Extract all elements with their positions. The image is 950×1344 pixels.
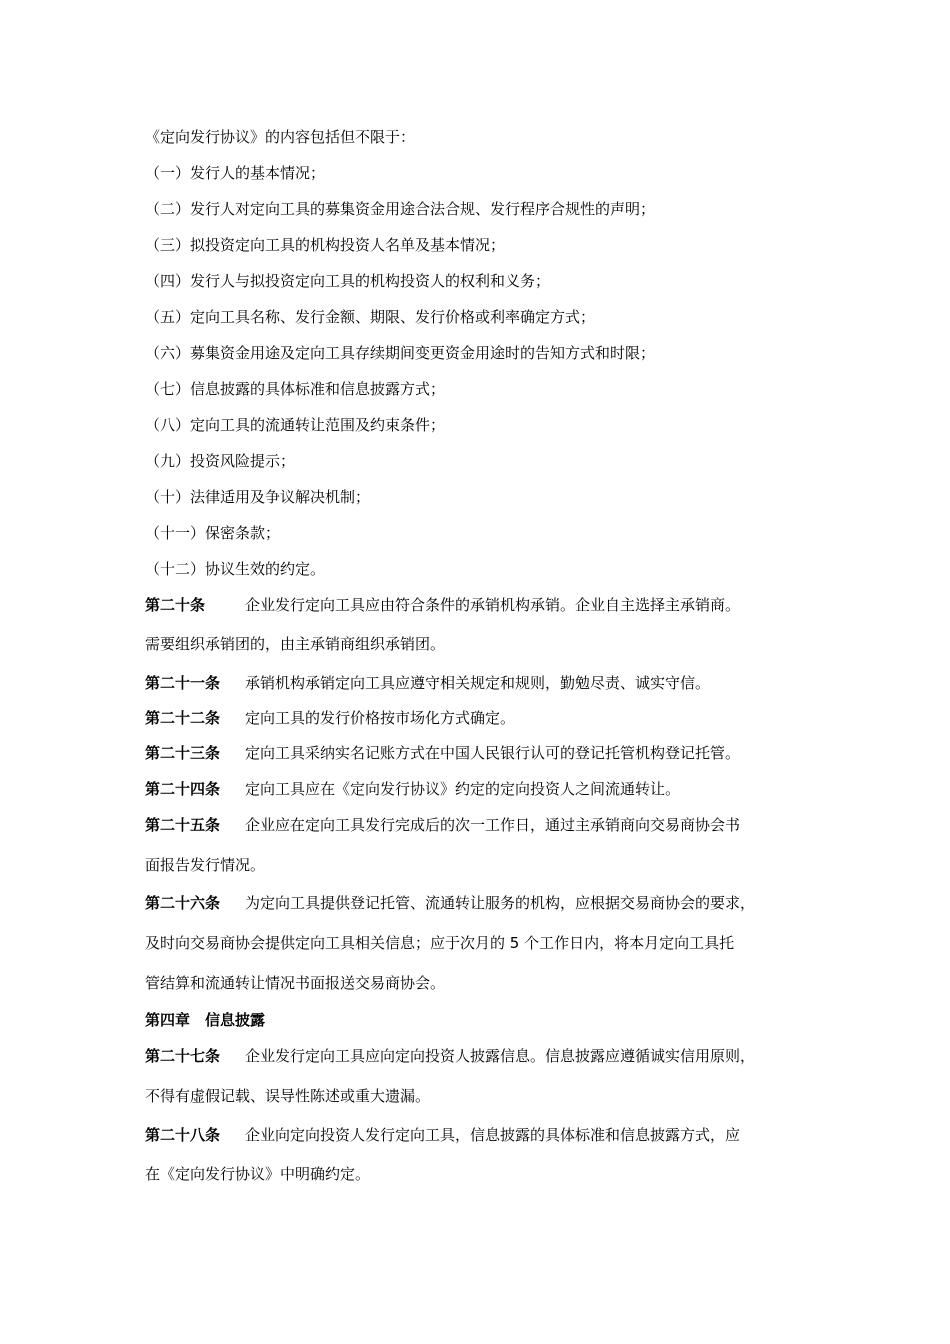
article-number: 第二十七条 <box>145 1047 221 1065</box>
list-item: （七）信息披露的具体标准和信息披露方式； <box>145 380 446 398</box>
article-text-continued: 在《定向发行协议》中明确约定。 <box>145 1165 371 1183</box>
list-item: （十）法律适用及争议解决机制； <box>145 488 371 506</box>
article-26 <box>145 893 755 913</box>
article-text-continued: 需要组织承销团的，由主承销商组织承销团。 <box>145 635 446 653</box>
list-item: （二）发行人对定向工具的募集资金用途合法合规、发行程序合规性的声明； <box>145 200 656 218</box>
article-25 <box>145 815 740 835</box>
list-intro: 《定向发行协议》的内容包括但不限于： <box>145 128 416 146</box>
article-23 <box>145 743 740 763</box>
article-27 <box>145 1046 755 1066</box>
article-number: 第二十五条 <box>145 816 221 834</box>
article-number: 第二十三条 <box>145 744 221 762</box>
article-number: 第二十六条 <box>145 894 221 912</box>
article-text: 定向工具应在《定向发行协议》约定的定向投资人之间流通转让。 <box>245 780 681 798</box>
list-item: （九）投资风险提示； <box>145 452 296 470</box>
article-text: 定向工具采纳实名记账方式在中国人民银行认可的登记托管机构登记托管。 <box>245 744 741 762</box>
article-text: 企业应在定向工具发行完成后的次一工作日，通过主承销商向交易商协会书 <box>245 816 741 834</box>
article-number: 第二十八条 <box>145 1126 221 1144</box>
list-item: （四）发行人与拟投资定向工具的机构投资人的权利和义务； <box>145 272 551 290</box>
article-22 <box>145 708 515 728</box>
article-21 <box>145 673 710 693</box>
article-24 <box>145 779 680 799</box>
article-text: 为定向工具提供登记托管、流通转让服务的机构，应根据交易商协会的要求， <box>245 894 756 912</box>
list-item: （六）募集资金用途及定向工具存续期间变更资金用途时的告知方式和时限； <box>145 344 656 362</box>
article-text: 企业向定向投资人发行定向工具，信息披露的具体标准和信息披露方式，应 <box>245 1126 741 1144</box>
article-number: 第二十条 <box>145 596 206 614</box>
article-text: 定向工具的发行价格按市场化方式确定。 <box>245 709 516 727</box>
list-item: （五）定向工具名称、发行金额、期限、发行价格或利率确定方式； <box>145 308 596 326</box>
chapter-heading: 第四章 信息披露 <box>145 1011 266 1029</box>
article-text-continued: 面报告发行情况。 <box>145 856 266 874</box>
list-item: （十二）协议生效的约定。 <box>145 560 326 578</box>
list-item: （八）定向工具的流通转让范围及约束条件； <box>145 416 446 434</box>
article-28 <box>145 1125 740 1145</box>
article-text-continued: 管结算和流通转让情况书面报送交易商协会。 <box>145 974 446 992</box>
article-number: 第二十二条 <box>145 709 221 727</box>
list-item: （十一）保密条款； <box>145 524 281 542</box>
article-text: 承销机构承销定向工具应遵守相关规定和规则，勤勉尽责、诚实守信。 <box>245 674 711 692</box>
article-number: 第二十一条 <box>145 674 221 692</box>
article-text: 企业发行定向工具应由符合条件的承销机构承销。企业自主选择主承销商。 <box>245 596 741 614</box>
article-text-continued: 及时向交易商协会提供定向工具相关信息；应于次月的 5 个工作日内，将本月定向工具托 <box>145 934 735 952</box>
article-text-continued: 不得有虚假记载、误导性陈述或重大遗漏。 <box>145 1087 431 1105</box>
list-item: （一）发行人的基本情况； <box>145 164 326 182</box>
article-number: 第二十四条 <box>145 780 221 798</box>
article-text: 企业发行定向工具应向定向投资人披露信息。信息披露应遵循诚实信用原则， <box>245 1047 756 1065</box>
article-20 <box>145 595 740 615</box>
list-item: （三）拟投资定向工具的机构投资人名单及基本情况； <box>145 236 506 254</box>
